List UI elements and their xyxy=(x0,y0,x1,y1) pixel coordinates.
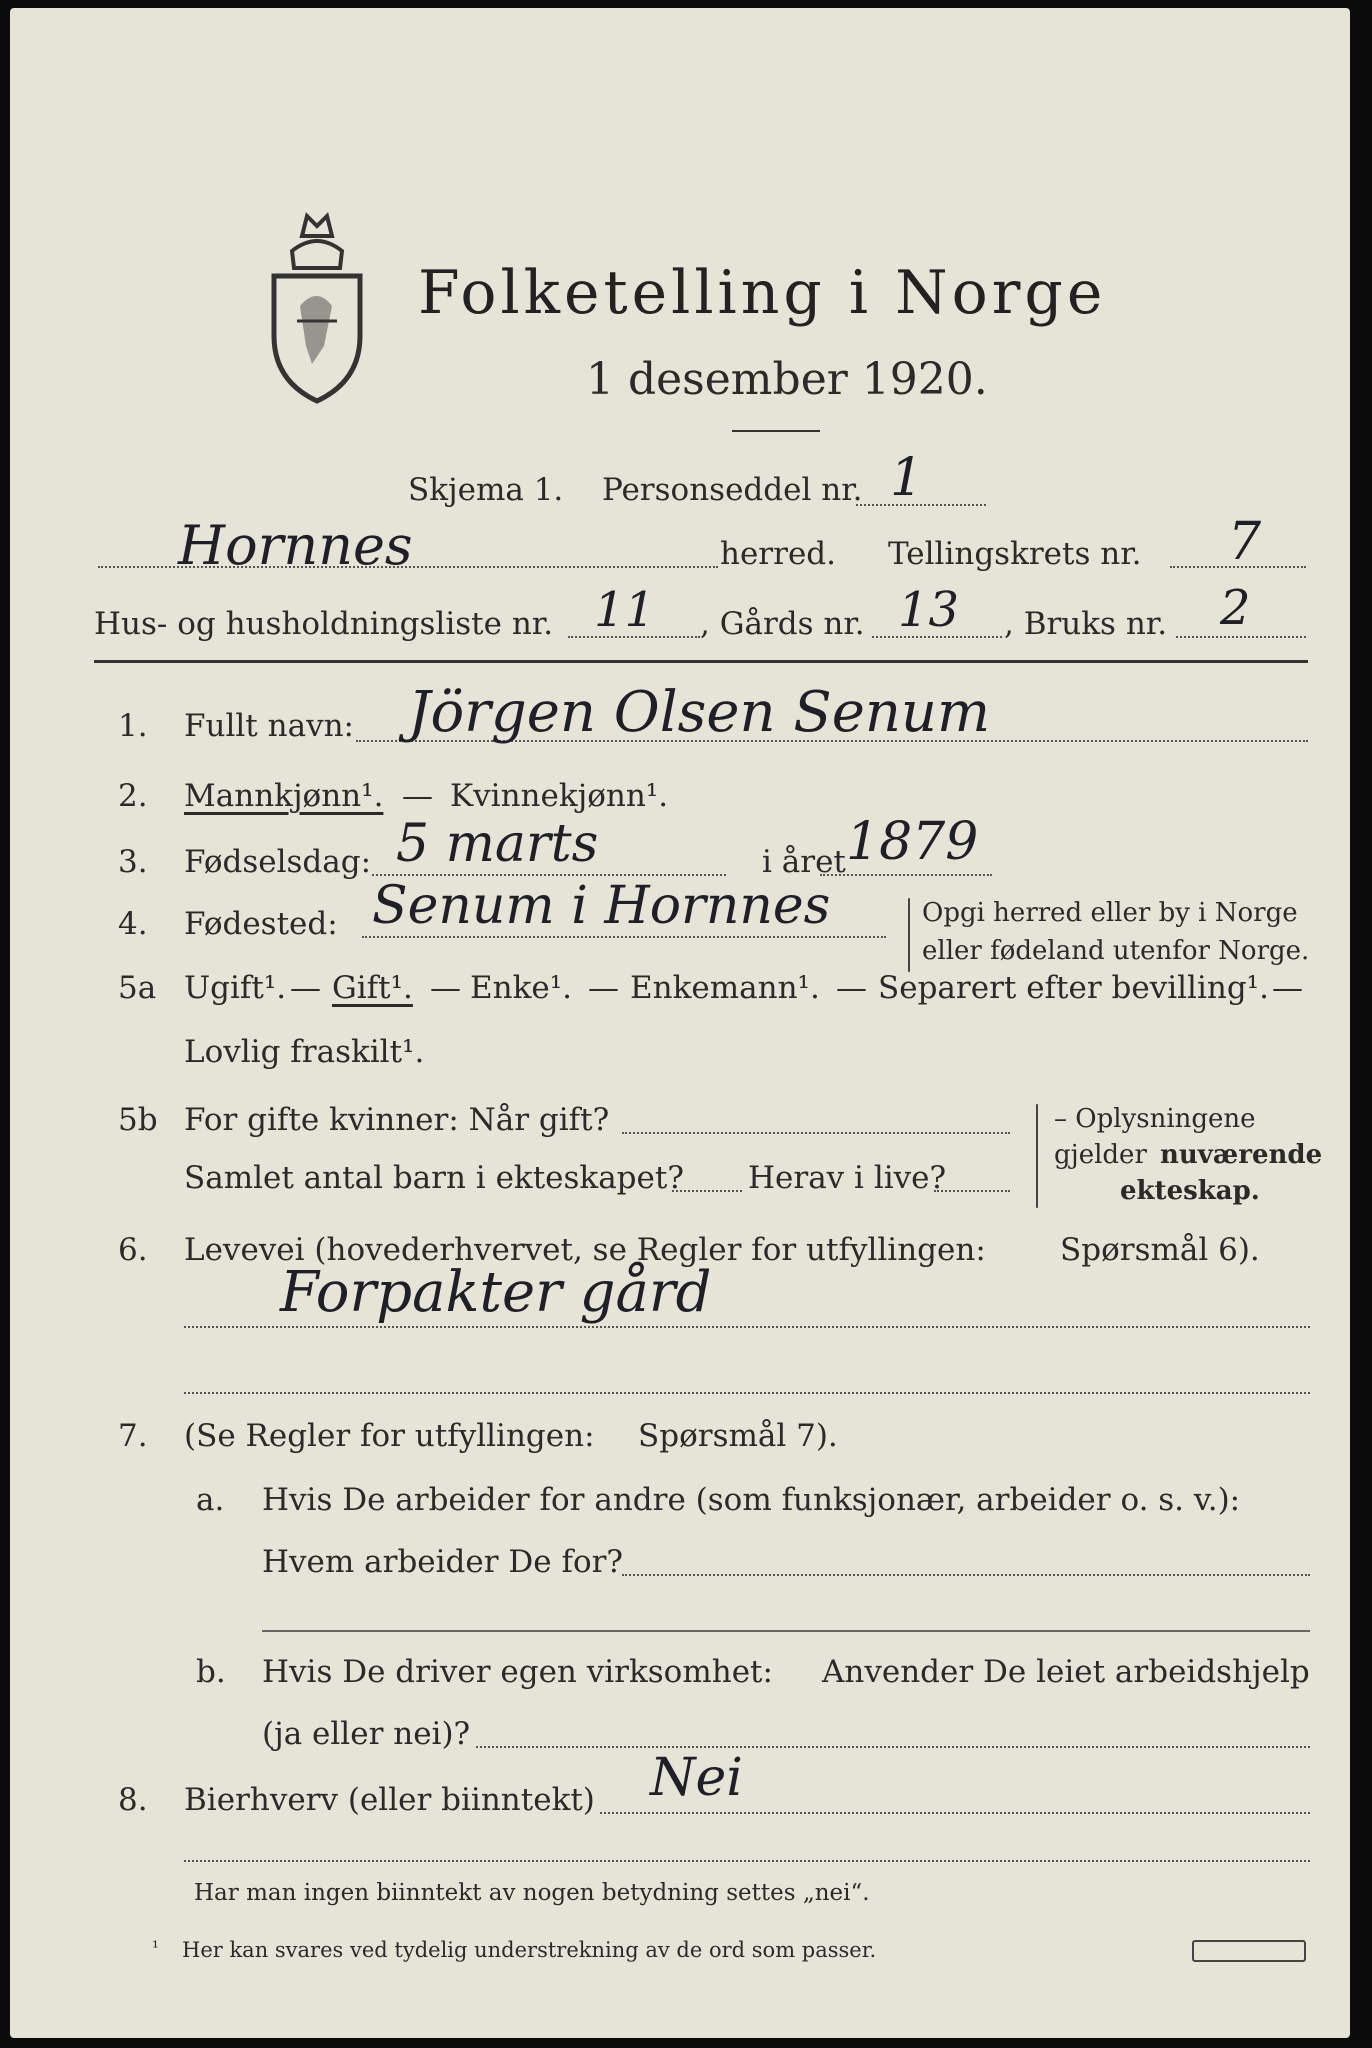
q5b-brace xyxy=(1036,1104,1038,1208)
q5b-alive-label: Herav i live? xyxy=(748,1160,947,1196)
q3-label: Fødselsdag: xyxy=(184,844,372,880)
census-form-sheet xyxy=(10,8,1350,2038)
q7-label: (Se Regler for utfyllingen: xyxy=(184,1418,595,1454)
q8-number: 8. xyxy=(118,1782,148,1818)
fraskilt-option: Lovlig fraskilt¹. xyxy=(184,1034,425,1070)
q7a-line1 xyxy=(622,1574,1310,1576)
printer-stamp xyxy=(1192,1940,1306,1962)
separert-option: Separert efter bevilling¹. xyxy=(878,970,1269,1006)
q8-line2 xyxy=(184,1860,1310,1862)
personseddel-label: Personseddel nr. xyxy=(602,472,863,508)
q6-label-end: Spørsmål 6). xyxy=(1060,1232,1260,1268)
q1-label: Fullt navn: xyxy=(184,708,354,744)
side-income-value: Nei xyxy=(650,1748,743,1808)
birthday-value: 5 marts xyxy=(396,814,599,874)
q5a-dash2: — xyxy=(430,970,461,1006)
herred-label: herred. xyxy=(720,536,836,572)
q7b-text-end: Anvender De leiet arbeidshjelp xyxy=(822,1654,1310,1690)
q8-line1 xyxy=(600,1812,1310,1814)
male-option: Mannkjønn¹. xyxy=(184,778,384,814)
q3-year-line xyxy=(820,874,992,876)
q5a-dash1: — xyxy=(290,970,321,1006)
husliste-value: 11 xyxy=(594,582,656,638)
bruks-label: , Bruks nr. xyxy=(1004,606,1168,642)
q7b-question: (ja eller nei)? xyxy=(262,1716,471,1752)
q5b-children-label: Samlet antal barn i ekteskapet? xyxy=(184,1160,684,1196)
q7b-text: Hvis De driver egen virksomhet: xyxy=(262,1654,773,1690)
q5a-dash4: — xyxy=(836,970,867,1006)
q5b-note-line3: ekteskap. xyxy=(1120,1176,1260,1206)
gards-label: , Gårds nr. xyxy=(700,606,865,642)
q7-label-end: Spørsmål 7). xyxy=(638,1418,838,1454)
q5b-note-line2b: nuværende xyxy=(1160,1140,1323,1170)
herred-value: Hornnes xyxy=(178,514,413,577)
q4-note-line2: eller fødeland utenfor Norge. xyxy=(922,936,1310,966)
q5b-married-line xyxy=(622,1132,1010,1134)
q5b-children-line xyxy=(672,1190,742,1192)
q4-note-line1: Opgi herred eller by i Norge xyxy=(922,898,1298,928)
ugift-option: Ugift¹. xyxy=(184,970,287,1006)
bruks-line xyxy=(1176,636,1306,638)
husliste-label: Hus- og husholdningsliste nr. xyxy=(94,606,554,642)
q5a-dash5: — xyxy=(1272,970,1303,1006)
enke-option: Enke¹. xyxy=(470,970,573,1006)
q6-line1 xyxy=(184,1326,1310,1328)
birthplace-value: Senum i Hornnes xyxy=(372,876,831,936)
q7a-letter: a. xyxy=(196,1482,225,1518)
personseddel-value: 1 xyxy=(890,448,924,508)
gards-value: 13 xyxy=(898,582,960,638)
q2-number: 2. xyxy=(118,778,148,814)
q4-number: 4. xyxy=(118,906,148,942)
q5a-dash3: — xyxy=(588,970,619,1006)
q5b-alive-line xyxy=(934,1190,1010,1192)
q4-brace xyxy=(908,898,910,972)
tellingskrets-label: Tellingskrets nr. xyxy=(888,536,1142,572)
tellingskrets-value: 7 xyxy=(1228,512,1262,572)
q7b-letter: b. xyxy=(196,1654,226,1690)
schema-label: Skjema 1. xyxy=(408,472,564,508)
enkemann-option: Enkemann¹. xyxy=(630,970,820,1006)
q7a-line2 xyxy=(262,1630,1310,1632)
footer-note: Har man ingen biinntekt av nogen betydning settes „nei“. xyxy=(194,1880,870,1906)
gift-option: Gift¹. xyxy=(332,970,413,1006)
female-option: Kvinnekjønn¹. xyxy=(450,778,669,814)
title-divider xyxy=(732,430,820,432)
q8-label: Bierhverv (eller biinntekt) xyxy=(184,1782,595,1818)
q4-line xyxy=(362,936,886,938)
q5b-note-line1: – Oplysningene xyxy=(1054,1104,1256,1134)
q5b-married-label: For gifte kvinner: Når gift? xyxy=(184,1102,610,1138)
q5b-note-line2a: gjelder xyxy=(1054,1140,1147,1170)
q7a-question: Hvem arbeider De for? xyxy=(262,1544,624,1580)
q7a-text: Hvis De arbeider for andre (som funksjonær, arbeider o. s. v.): xyxy=(262,1482,1241,1518)
q2-separator: — xyxy=(402,778,433,814)
form-date: 1 desember 1920. xyxy=(586,354,988,405)
q4-label: Fødested: xyxy=(184,906,338,942)
q6-line2 xyxy=(184,1392,1310,1394)
q3-year-label: i året xyxy=(762,844,846,880)
full-name-value: Jörgen Olsen Senum xyxy=(408,680,991,745)
q7b-line xyxy=(476,1746,1310,1748)
q6-number: 6. xyxy=(118,1232,148,1268)
q1-number: 1. xyxy=(118,708,148,744)
q6-label: Levevei (hovederhvervet, se Regler for utfyllingen: xyxy=(184,1232,986,1268)
coat-of-arms-icon xyxy=(262,196,372,406)
q5a-number: 5a xyxy=(118,970,157,1006)
form-title: Folketelling i Norge xyxy=(418,258,1107,328)
q3-number: 3. xyxy=(118,844,148,880)
bruks-value: 2 xyxy=(1220,580,1251,636)
header-divider xyxy=(94,660,1308,663)
q5b-number: 5b xyxy=(118,1102,158,1138)
birth-year-value: 1879 xyxy=(846,812,979,872)
occupation-value: Forpakter gård xyxy=(280,1260,712,1325)
footnote-mark: ¹ xyxy=(152,1938,159,1958)
footnote-text: Her kan svares ved tydelig understrekning av de ord som passer. xyxy=(182,1938,877,1962)
q7-number: 7. xyxy=(118,1418,148,1454)
